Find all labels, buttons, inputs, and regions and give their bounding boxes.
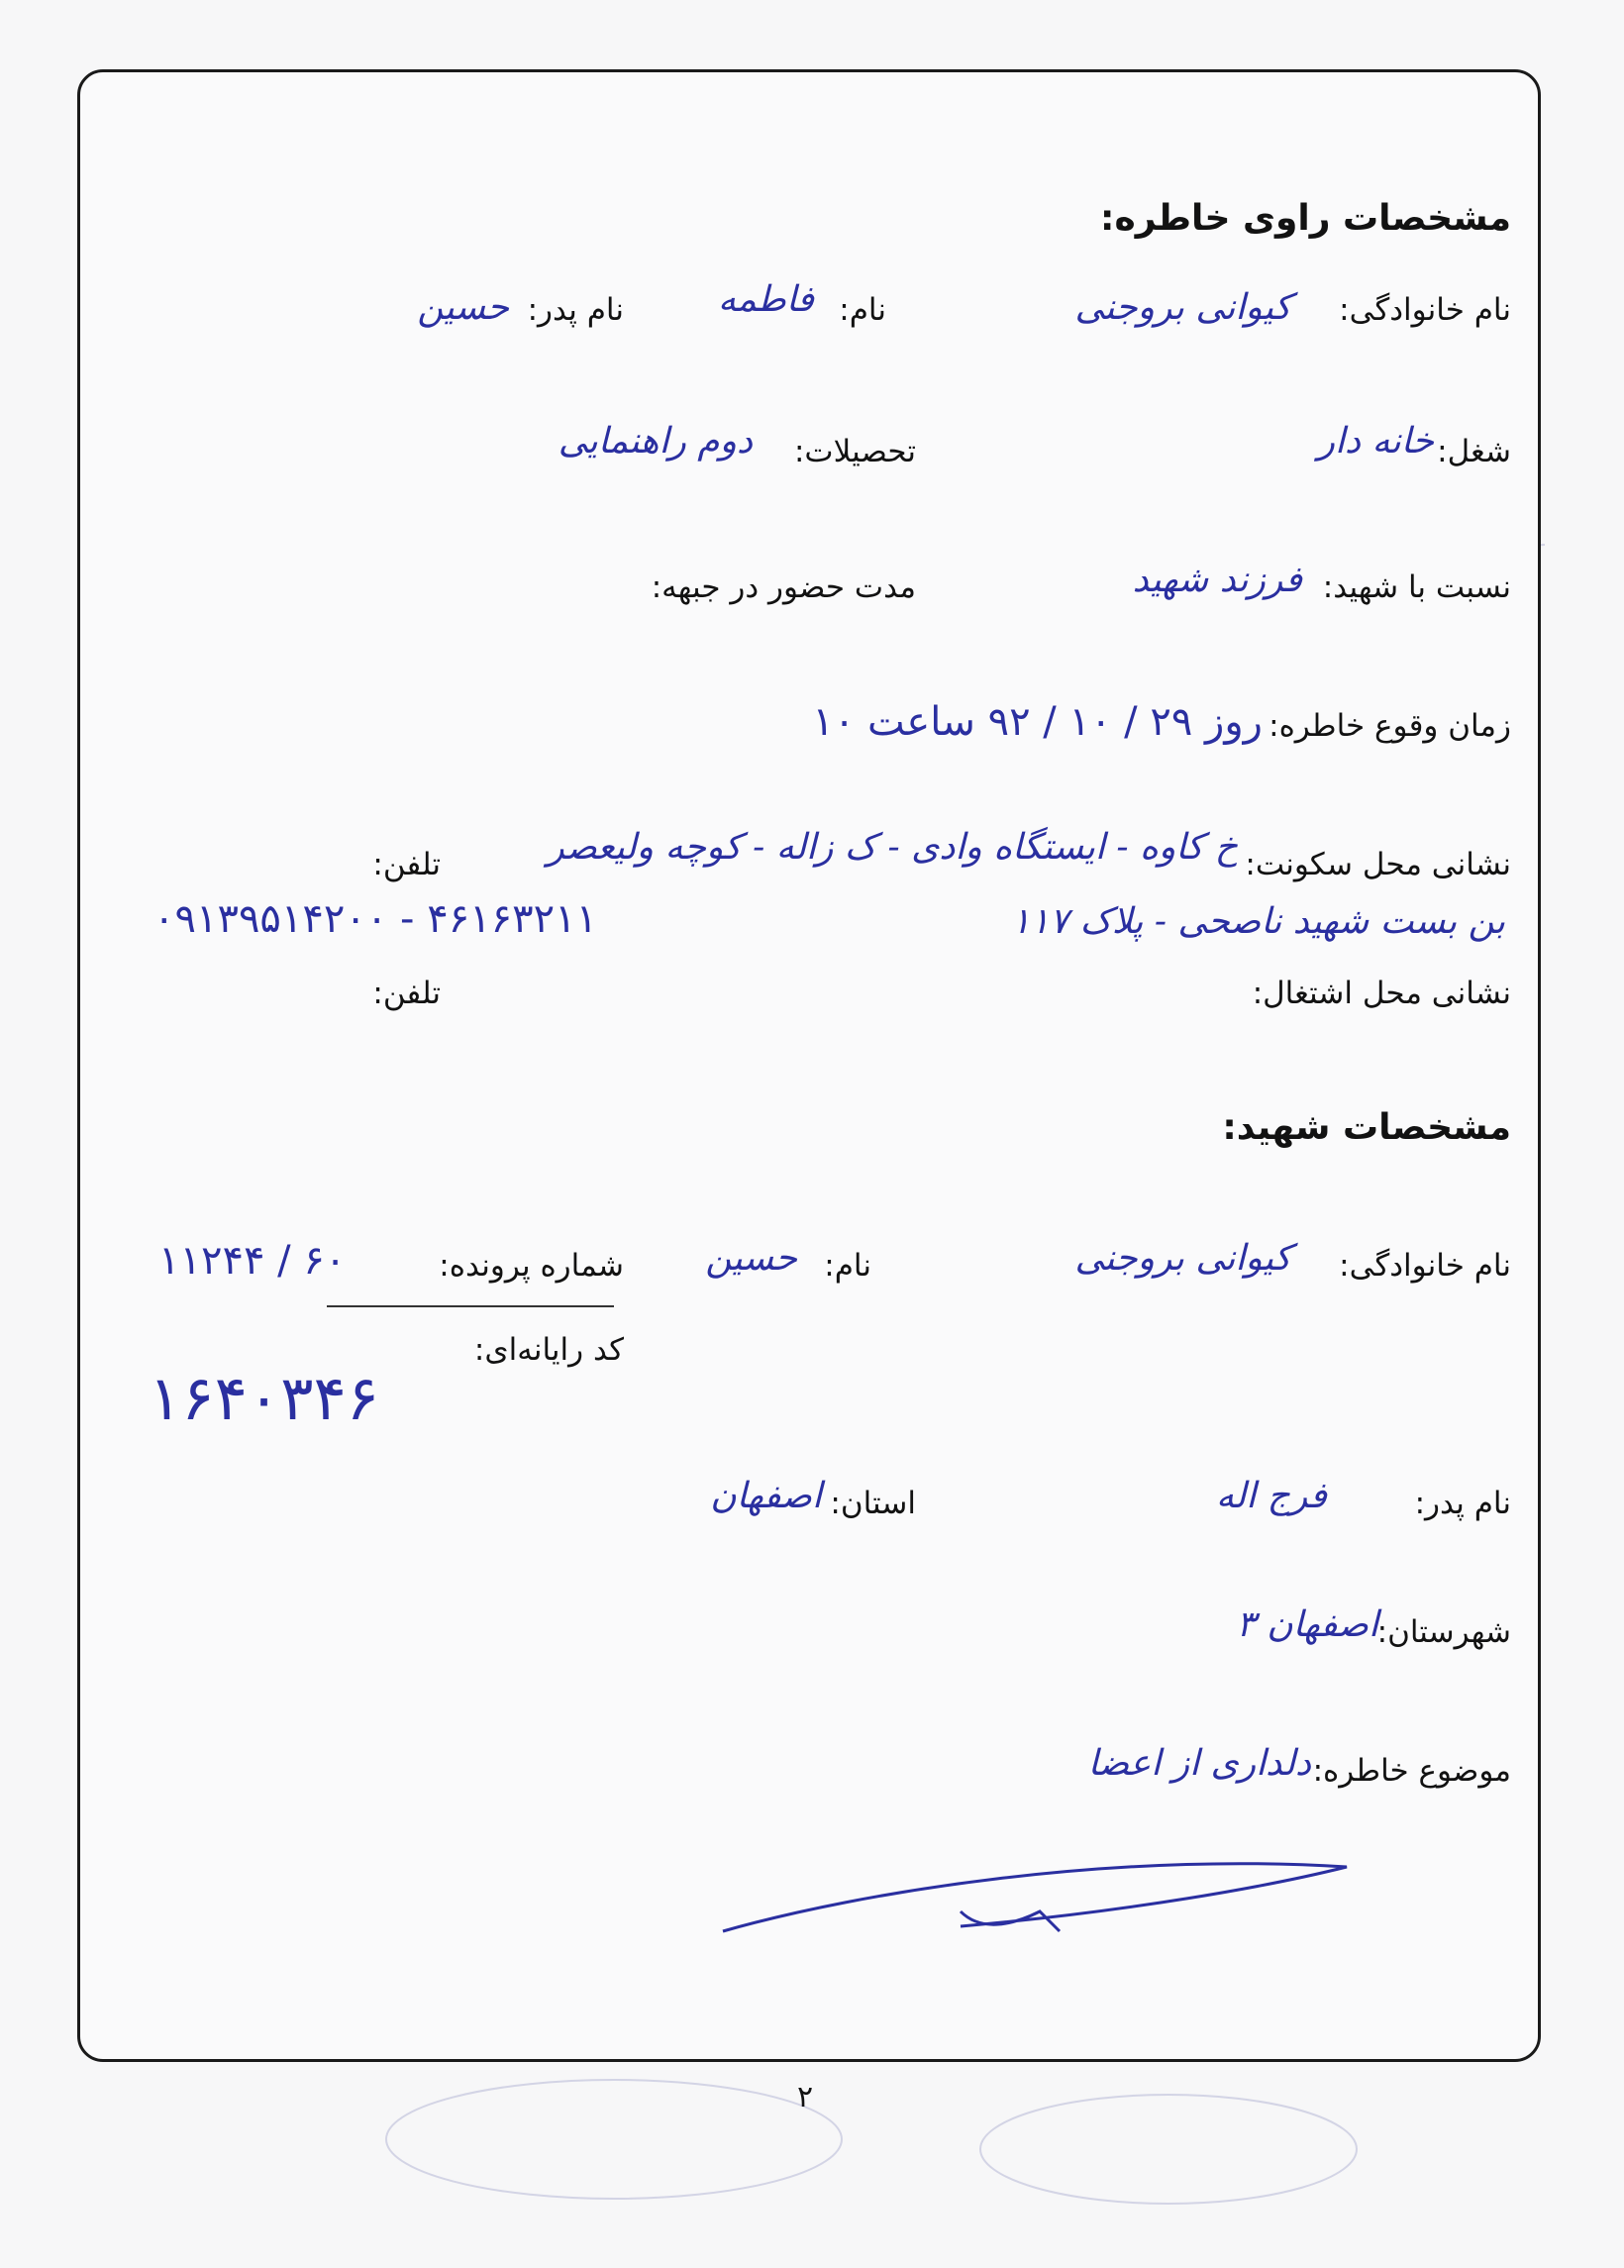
narrator-address-line1: خ کاوه - ایستگاه وادی - ک زاله - کوچه ولیعصر (547, 827, 1238, 868)
martyr-heading: مشخصات شهید: (1222, 1107, 1511, 1148)
narrator-date-value: روز ۲۹ / ۱۰ / ۹۲ ساعت ۱۰ (812, 699, 1263, 745)
narrator-name-label: نام: (839, 292, 886, 328)
page-number: ۲ (797, 2080, 814, 2114)
narrator-work-phone-label: تلفن: (372, 976, 441, 1011)
martyr-name-value: حسین (705, 1238, 797, 1279)
martyr-city-value: اصفهان ۳ (1236, 1604, 1378, 1645)
martyr-file-value: ۶۰ / ۱۱۲۴۴ (158, 1238, 347, 1284)
martyr-family-label: نام خانوادگی: (1339, 1248, 1511, 1284)
narrator-father-value: حسین (417, 287, 509, 328)
martyr-topic-value: دلداری از اعضا (1087, 1743, 1311, 1784)
narrator-job-label: شغل: (1437, 434, 1511, 469)
narrator-date-label: زمان وقوع خاطره: (1269, 708, 1511, 744)
narrator-relation-label: نسبت با شهید: (1322, 569, 1511, 605)
martyr-province-value: اصفهان (710, 1476, 822, 1516)
martyr-city-label: شهرستان: (1376, 1614, 1511, 1650)
narrator-relation-value: فرزند شهید (1132, 560, 1302, 600)
martyr-code-value: ۱۶۴۰۳۴۶ (149, 1362, 380, 1434)
narrator-name-value: فاطمه (718, 279, 814, 320)
martyr-code-label: کد رایانه‌ای: (473, 1332, 624, 1368)
narrator-job-value: خانه دار (1317, 421, 1434, 462)
narrator-family-label: نام خانوادگی: (1339, 292, 1511, 328)
narrator-family-value: کیوانی بروجنی (1074, 287, 1291, 328)
signature-mark (713, 1832, 1357, 1951)
martyr-file-label: شماره پرونده: (439, 1248, 624, 1284)
martyr-family-value: کیوانی بروجنی (1074, 1238, 1291, 1279)
narrator-phone-label: تلفن: (372, 847, 441, 882)
narrator-address-line2: بن بست شهید ناصحی - پلاک ۱۱۷ (1011, 901, 1505, 942)
narrator-phone-value: ۴۶۱۶۳۲۱۱ - ۰۹۱۳۹۵۱۴۲۰۰ (153, 896, 598, 942)
narrator-heading: مشخصات راوی خاطره: (1100, 198, 1511, 239)
martyr-province-label: استان: (830, 1486, 916, 1521)
martyr-father-value: فرج اله (1215, 1476, 1327, 1516)
narrator-education-label: تحصیلات: (793, 434, 916, 469)
narrator-duration-label: مدت حضور در جبهه: (651, 569, 916, 605)
narrator-father-label: نام پدر: (527, 292, 624, 328)
martyr-topic-label: موضوع خاطره: (1312, 1753, 1511, 1789)
narrator-address-label: نشانی محل سکونت: (1245, 847, 1511, 882)
narrator-education-value: دوم راهنمایی (558, 421, 753, 462)
martyr-father-label: نام پدر: (1414, 1486, 1511, 1521)
file-number-underline (327, 1305, 614, 1307)
martyr-name-label: نام: (824, 1248, 871, 1284)
narrator-work-address-label: نشانی محل اشتغال: (1252, 976, 1511, 1011)
